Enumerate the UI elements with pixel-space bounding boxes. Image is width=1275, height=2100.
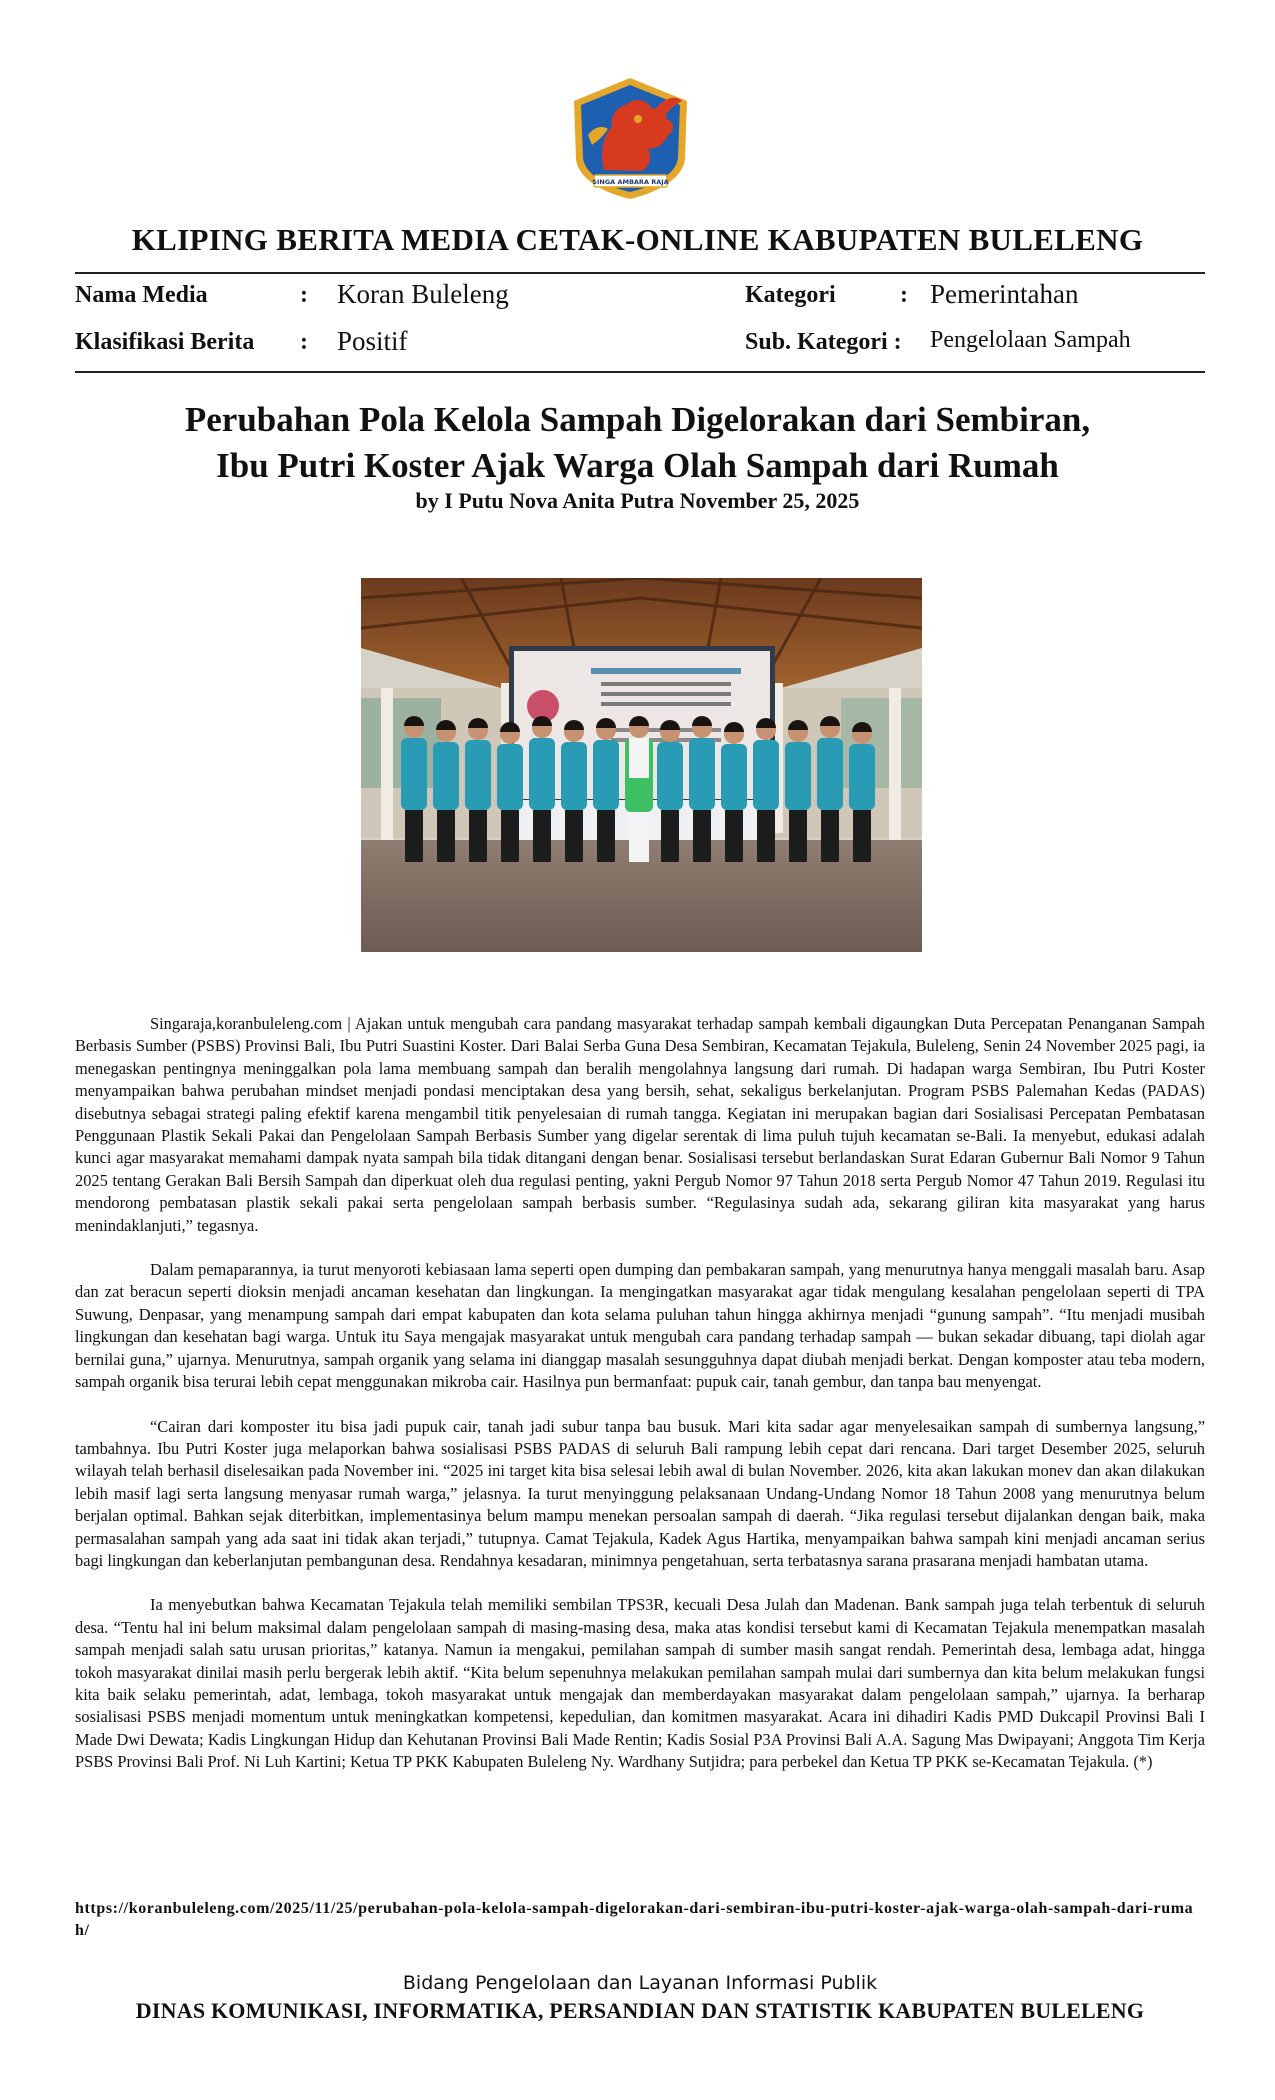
singa-ambara-raja-emblem-icon (564, 75, 697, 201)
header-rule-bottom (75, 371, 1205, 373)
klasifikasi-value: Positif (337, 326, 408, 356)
header-rule-top (75, 272, 1205, 274)
footer-division: Bidang Pengelolaan dan Layanan Informasi Publik (402, 1972, 878, 1994)
sub-kategori-label: Sub. Kategori : (745, 329, 902, 355)
article-source-url: https://koranbuleleng.com/2025/11/25/perubahan-pola-kelola-sampah-digelorakan-dari-sembiran-ibu-putri-koster-ajak-warga-olah-sampah-dari-rumah/ (75, 1900, 1194, 1939)
klasifikasi-label: Klasifikasi Berita (75, 329, 255, 355)
article-body (75, 1013, 1205, 1796)
article-title (75, 397, 1200, 489)
article-title-line-2: Ibu Putri Koster Ajak Warga Olah Sampah dari Rumah (216, 446, 1059, 485)
nama-media-label: Nama Media (75, 282, 208, 308)
kategori-value: Pemerintahan (930, 279, 1079, 309)
kategori-colon: : (900, 282, 908, 308)
article-paragraph-3: “Cairan dari komposter itu bisa jadi pupuk cair, tanah jadi subur tanpa bau busuk. Mari kita sadar agar menyelesaikan sampah di sumbernya langsung,” tambahnya. Ibu Putri Koster juga melaporkan bahwa sosialisasi PSBS PADAS di seluruh Bali rampung lebih cepat dari rencana. Dari target Desember 2025, seluruh wilayah telah berhasil diselesaikan pada November ini. “2025 ini target kita bisa selesai lebih awal di bulan November. 2026, kita akan lakukan monev dan akan dilakukan lebih masif lagi serta langsung menyasar rumah warga,” jelasnya. Ia turut menyinggung pelaksanaan Undang-Undang Nomor 18 Tahun 2008 yang menurutnya belum berjalan optimal. Bahkan sejak diterbitkan, implementasinya belum mampu menekan persoalan sampah di daerah. “Jika regulasi tersebut dijalankan dengan baik, maka permasalahan sampah yang ada saat ini tidak akan terjadi,” tutupnya. Camat Tejakula, Kadek Agus Hartika, menyampaikan bahwa sampah kini menjadi ancaman serius bagi lingkungan dan keberlanjutan pembangunan desa. Rendahnya kesadaran, minimnya pengetahuan, serta terbatasnya sarana prasarana menjadi hambatan utama. (75, 1416, 1205, 1570)
article-paragraph-4: Ia menyebutkan bahwa Kecamatan Tejakula telah memiliki sembilan TPS3R, kecuali Desa Julah dan Madenan. Bank sampah juga telah terbentuk di seluruh desa. “Tentu hal ini belum maksimal dalam pengelolaan sampah di masing-masing desa, maka atas kondisi tersebut kami di Kecamatan Tejakula menempatkan masalah sampah menjadi salah satu urusan prioritas,” katanya. Namun ia mengakui, pemilahan sampah di sumber masih sangat rendah. Pemerintah desa, lembaga adat, hingga tokoh masyarakat dinilai masih perlu bergerak lebih aktif. “Kita belum sepenuhnya melakukan pemilahan sampah mulai dari sumbernya dan kita belum melakukan fungsi kita baik selaku pemerintah, adat, lembaga, tokoh masyarakat untuk mengajak dan memberdayakan masyarakat dalam pengelolaan sampah,” ujarnya. Ia berharap sosialisasi PSBS menjadi momentum untuk meningkatkan kompetensi, kepedulian, dan komitmen masyarakat. Acara ini dihadiri Kadis PMD Dukcapil Provinsi Bali I Made Dwi Dewata; Kadis Lingkungan Hidup dan Kehutanan Provinsi Bali Made Rentin; Kadis Sosial P3A Provinsi Bali A.A. Sagung Mas Dwipayani; Anggota Tim Kerja PSBS Provinsi Bali Prof. Ni Luh Kartini; Ketua TP PKK Kabupaten Buleleng Ny. Wardhany Sutjidra; para perbekel dan Ketua TP PKK se-Kecamatan Tejakula. (*) (75, 1595, 1205, 1772)
klasifikasi-colon: : (300, 329, 308, 355)
group-photo-image (361, 578, 922, 952)
kategori-label: Kategori (745, 282, 836, 308)
article-byline: by I Putu Nova Anita Putra November 25, 2025 (415, 488, 860, 513)
article-paragraph-1: Singaraja,koranbuleleng.com | Ajakan untuk mengubah cara pandang masyarakat terhadap sampah kembali digaungkan Duta Percepatan Penanganan Sampah Berbasis Sumber (PSBS) Provinsi Bali, Ibu Putri Suastini Koster. Dari Balai Serba Guna Desa Sembiran, Kecamatan Tejakula, Buleleng, Senin 24 November 2025 pagi, ia menegaskan pentingnya meninggalkan pola lama membuang sampah dan beralih mengolahnya langsung dari rumah. Di hadapan warga Sembiran, Ibu Putri Koster menyampaikan bahwa perubahan mindset menjadi pondasi menciptakan desa yang bersih, sehat, sekaligus berkelanjutan. Program PSBS Palemahan Kedas (PADAS) disebutnya sebagai strategi paling efektif karena mengambil titik penyelesaian di rumah tangga. Kegiatan ini merupakan bagian dari Sosialisasi Percepatan Pembatasan Penggunaan Plastik Sekali Pakai dan Pengelolaan Sampah Berbasis Sumber yang digelar serentak di lima puluh tujuh kecamatan se-Bali. Ia menyebut, edukasi adalah kunci agar masyarakat memahami dampak nyata sampah bila tidak ditangani dengan benar. Sosialisasi tersebut berlandaskan Surat Edaran Gubernur Bali Nomor 9 Tahun 2025 tentang Gerakan Bali Bersih Sampah dan diperkuat oleh dua regulasi penting, yakni Pergub Nomor 97 Tahun 2018 serta Pergub Nomor 47 Tahun 2019. Regulasi itu mendorong pembatasan plastik sekali pakai serta pengelolaan sampah berbasis sumber. “Regulasinya sudah ada, sekarang giliran kita masyarakat yang harus menindaklanjuti,” tegasnya. (75, 1014, 1205, 1235)
article-title-line-1: Perubahan Pola Kelola Sampah Digelorakan dari Sembiran, (184, 400, 1091, 439)
logo-caption: SINGA AMBARA RAJA (592, 178, 669, 186)
nama-media-value: Koran Buleleng (337, 279, 509, 309)
nama-media-colon: : (300, 282, 308, 308)
sub-kategori-value: Pengelolaan Sampah (930, 327, 1131, 353)
article-paragraph-2: Dalam pemaparannya, ia turut menyoroti kebiasaan lama seperti open dumping dan pembakaran sampah, yang menurutnya hanya menggali masalah baru. Asap dan zat beracun seperti dioksin menjadi ancaman kesehatan dan lingkungan. Ia mengingatkan masyarakat agar tidak mengulang kesalahan pengelolaan seperti di TPA Suwung, Denpasar, yang menampung sampah dari empat kabupaten dan kota selama puluhan tahun hingga akhirnya menjadi “gunung sampah”. “Itu menjadi musibah lingkungan dan kesehatan bagi warga. Untuk itu Saya mengajak masyarakat untuk mengubah cara pandang terhadap sampah — bukan sekadar dibuang, tapi diolah agar bernilai guna,” ujarnya. Menurutnya, sampah organik yang selama ini dianggap masalah sesungguhnya dapat diubah menjadi berkat. Dengan komposter atau teba modern, sampah organik bisa terurai lebih cepat menggunakan mikroba cair. Hasilnya pun bermanfaat: pupuk cair, tanah gembur, dan tanpa bau menyengat. (75, 1260, 1205, 1392)
footer-agency: DINAS KOMUNIKASI, INFORMATIKA, PERSANDIAN DAN STATISTIK KABUPATEN BULELENG (135, 1998, 1145, 2023)
clipping-header-title: KLIPING BERITA MEDIA CETAK-ONLINE KABUPATEN BULELENG (131, 222, 1144, 257)
